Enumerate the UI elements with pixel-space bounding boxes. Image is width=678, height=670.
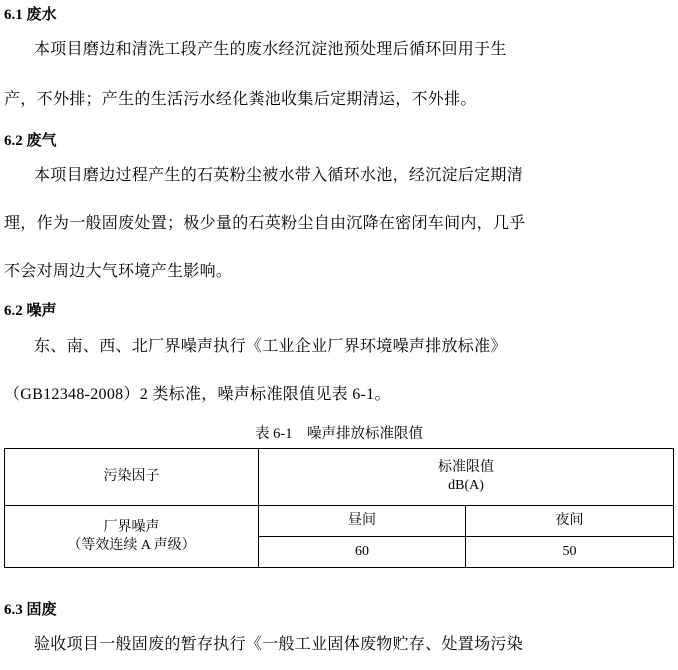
noise-standard-table bbox=[4, 448, 674, 568]
day-value: 60 bbox=[355, 544, 369, 559]
paragraph-noise-line-2: （GB12348-2008）2 类标准，噪声标准限值见表 6-1。 bbox=[4, 386, 391, 403]
table-cell-night-value bbox=[466, 537, 674, 568]
table-row bbox=[5, 449, 674, 506]
header-unit-label: dB(A) bbox=[448, 478, 484, 493]
table-subheader-day bbox=[259, 506, 466, 537]
table-subheader-night bbox=[466, 506, 674, 537]
table-cell-day-value bbox=[259, 537, 466, 568]
header-limit-label: 标准限值 bbox=[438, 460, 494, 475]
section-heading-waste-gas: 6.2 废气 bbox=[4, 133, 57, 149]
paragraph-waste-gas-line-1: 本项目磨边过程产生的石英粉尘被水带入循环水池，经沉淀后定期清 bbox=[34, 167, 524, 184]
table-caption: 表 6-1 噪声排放标准限值 bbox=[255, 426, 423, 442]
table-cell-row-label bbox=[5, 506, 259, 568]
row-label-line-2: （等效连续 A 声级） bbox=[67, 537, 196, 553]
paragraph-waste-gas-line-2: 理，作为一般固废处置；极少量的石英粉尘自由沉降在密闭车间内，几乎 bbox=[4, 215, 526, 232]
paragraph-wastewater-line-1: 本项目磨边和清洗工段产生的废水经沉淀池预处理后循环回用于生 bbox=[34, 41, 507, 58]
table-header-factor bbox=[5, 449, 259, 506]
night-value: 50 bbox=[562, 544, 577, 559]
paragraph-waste-gas-line-3: 不会对周边大气环境产生影响。 bbox=[4, 263, 233, 280]
paragraph-wastewater-line-2: 产，不外排；产生的生活污水经化粪池收集后定期清运，不外排。 bbox=[4, 91, 477, 108]
paragraph-noise-line-1: 东、南、西、北厂界噪声执行《工业企业厂界环境噪声排放标准》 bbox=[34, 338, 507, 355]
section-heading-solid-waste: 6.3 固废 bbox=[4, 602, 57, 618]
header-factor-label: 污染因子 bbox=[103, 469, 160, 484]
row-label-line-1: 厂界噪声 bbox=[103, 519, 160, 535]
subheader-day-label: 昼间 bbox=[348, 513, 376, 528]
paragraph-solid-waste-line-1: 验收项目一般固废的暂存执行《一般工业固体废物贮存、处置场污染 bbox=[34, 636, 524, 653]
subheader-night-label: 夜间 bbox=[555, 513, 584, 528]
section-heading-wastewater: 6.1 废水 bbox=[4, 7, 57, 23]
section-heading-noise: 6.2 噪声 bbox=[4, 303, 57, 319]
table-row bbox=[5, 506, 674, 537]
table-header-limit bbox=[259, 449, 674, 506]
